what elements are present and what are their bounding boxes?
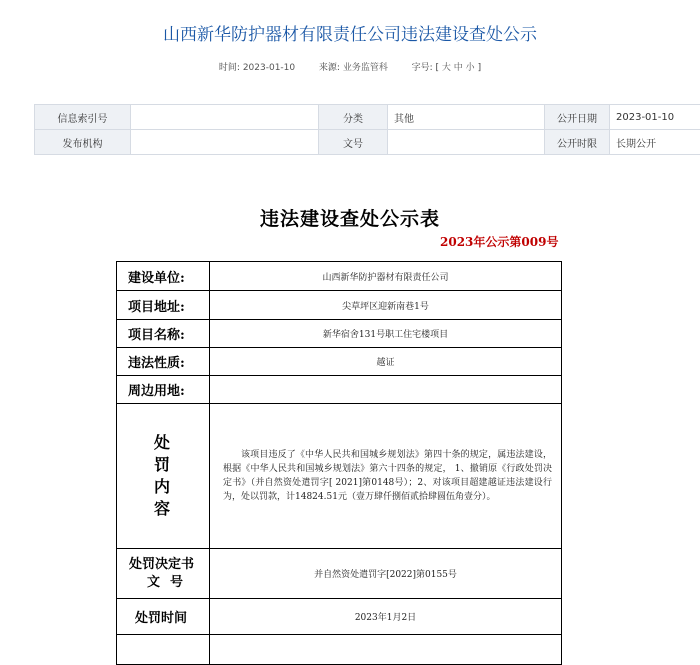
nature-value: 越证	[210, 348, 562, 376]
decision-value: 并自然资处遣罚字[2022]第0155号	[210, 549, 562, 599]
info-row	[35, 105, 700, 130]
address-value: 尖草坪区迎新南巷1号	[210, 291, 562, 320]
table-row	[117, 291, 562, 320]
source-value: 业务监管科	[343, 63, 388, 73]
project-label: 项目名称:	[117, 320, 210, 348]
doc-no-value	[388, 130, 545, 155]
table-row	[117, 404, 562, 549]
fontsize-medium-link[interactable]: 中	[454, 63, 463, 73]
content-label	[117, 404, 210, 549]
time-label: 时间:	[219, 63, 240, 73]
page-title: 山西新华防护器材有限责任公司违法建设查处公示	[0, 22, 700, 48]
table-row	[117, 320, 562, 348]
content-label-char: 容	[118, 498, 208, 520]
issuer-label: 发布机构	[35, 130, 131, 155]
table-row	[117, 635, 562, 665]
empty-cell	[117, 635, 210, 665]
document-heading: 违法建设查处公示表	[0, 204, 700, 231]
surrounding-value	[210, 376, 562, 404]
empty-cell	[210, 635, 562, 665]
penalty-table	[116, 261, 562, 665]
category-label: 分类	[319, 105, 388, 130]
document-number: 2023年公示第009号	[440, 233, 558, 250]
decision-label-line1: 处罚决定书	[129, 556, 208, 574]
info-row	[35, 130, 700, 155]
info-table	[34, 104, 700, 155]
table-row	[117, 599, 562, 635]
fontsize-open-bracket: [	[436, 63, 440, 73]
fontsize-label: 字号:	[412, 63, 433, 73]
content-label-char: 内	[118, 476, 208, 498]
surrounding-label: 周边用地:	[117, 376, 210, 404]
date-value: 2023年1月2日	[210, 599, 562, 635]
unit-label: 建设单位:	[117, 262, 210, 291]
fontsize-large-link[interactable]: 大	[442, 63, 451, 73]
index-label: 信息索引号	[35, 105, 131, 130]
fontsize-close-bracket: ]	[478, 63, 482, 73]
table-row	[117, 549, 562, 599]
duration-value: 长期公开	[610, 130, 700, 155]
decision-label-line2: 文号	[129, 574, 208, 592]
content-value	[210, 404, 562, 549]
project-value: 新华宿舍131号职工住宅楼项目	[210, 320, 562, 348]
fontsize-small-link[interactable]: 小	[466, 63, 475, 73]
table-row	[117, 348, 562, 376]
category-value: 其他	[388, 105, 545, 130]
source-label: 来源:	[319, 63, 340, 73]
issuer-value	[131, 130, 319, 155]
content-text: 该项目违反了《中华人民共和国城乡规划法》第四十条的规定，属违法建设，根据《中华人民共和国城乡规划法》第六十四条的规定， 1、撤销原《行政处罚决定书》（并自然资处遣罚字[ 2021]第0148号）；2、对该项目超建越证违法建设行为，处以罚款，计14824.51元（壹万肆仟捌佰贰拾肆圆伍角壹分）。	[211, 448, 560, 504]
table-row	[117, 262, 562, 291]
index-value	[131, 105, 319, 130]
unit-value: 山西新华防护器材有限责任公司	[210, 262, 562, 291]
address-label: 项目地址:	[117, 291, 210, 320]
publish-date-value: 2023-01-10	[610, 105, 700, 130]
table-row	[117, 376, 562, 404]
article-meta	[0, 61, 700, 75]
nature-label: 违法性质:	[117, 348, 210, 376]
time-value: 2023-01-10	[243, 63, 295, 73]
decision-label	[117, 549, 210, 599]
duration-label: 公开时限	[545, 130, 610, 155]
doc-no-label: 文号	[319, 130, 388, 155]
publish-date-label: 公开日期	[545, 105, 610, 130]
date-label: 处罚时间	[117, 599, 210, 635]
content-label-char: 罚	[118, 454, 208, 476]
content-label-char: 处	[118, 432, 208, 454]
